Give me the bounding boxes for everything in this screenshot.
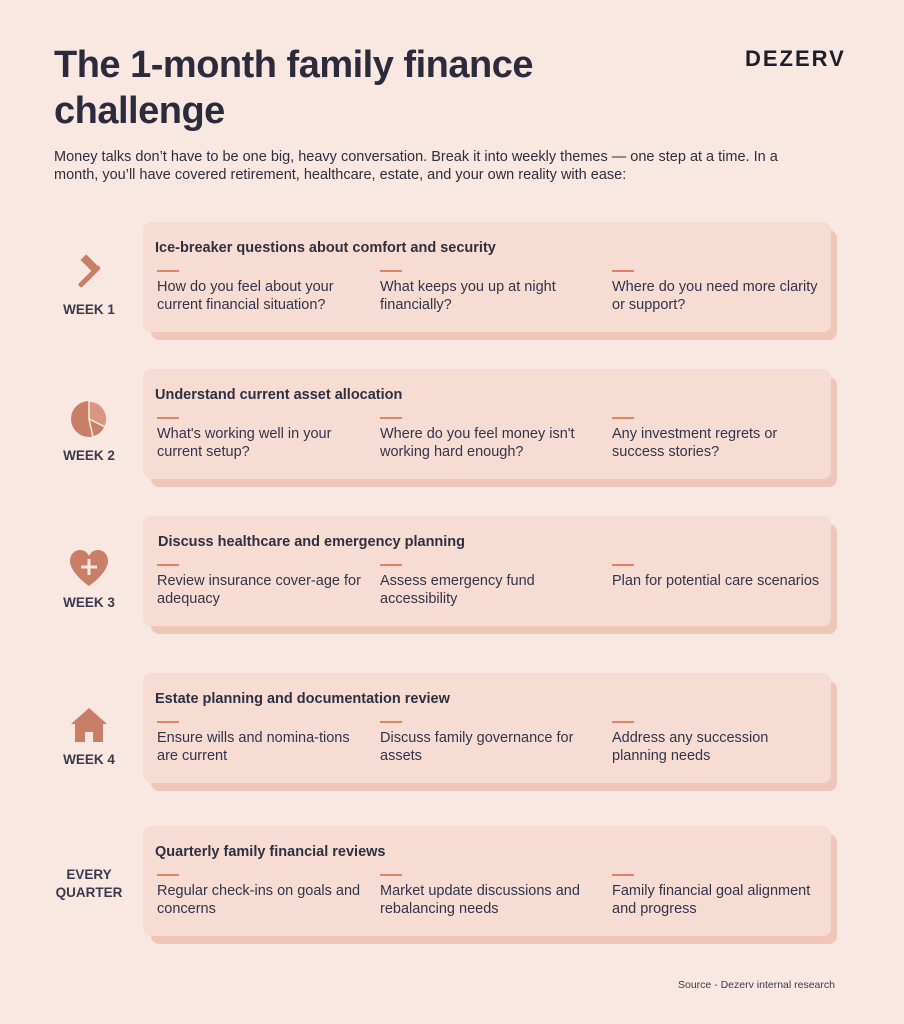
accent-dash — [157, 417, 179, 419]
question-item — [380, 721, 590, 765]
question-item — [380, 564, 590, 608]
week-card — [143, 673, 831, 783]
dezerv-logo: DEZERV — [745, 46, 846, 71]
card-title: Quarterly family financial reviews — [155, 844, 386, 860]
quarter-row — [0, 826, 904, 956]
accent-dash — [380, 874, 402, 876]
week-label: WEEK 2 — [63, 448, 115, 463]
week-row-1 — [0, 222, 904, 352]
card-title: Ice-breaker questions about comfort and security — [155, 240, 496, 256]
pie-chart-icon — [66, 396, 112, 442]
question-text: Where do you need more clarity or support? — [612, 279, 818, 313]
question-item — [612, 564, 822, 590]
accent-dash — [380, 721, 402, 723]
accent-dash — [380, 564, 402, 566]
accent-dash — [380, 417, 402, 419]
accent-dash — [157, 270, 179, 272]
accent-dash — [157, 721, 179, 723]
source-note: Source - Dezerv internal research — [678, 979, 835, 991]
accent-dash — [380, 270, 402, 272]
week-label: WEEK 4 — [63, 752, 115, 767]
question-item — [612, 721, 822, 765]
card-title: Understand current asset allocation — [155, 387, 403, 403]
accent-dash — [612, 564, 634, 566]
question-text: Where do you feel money isn't working hard enough? — [380, 426, 575, 460]
accent-dash — [157, 564, 179, 566]
question-item — [157, 270, 367, 314]
accent-dash — [157, 874, 179, 876]
week-card — [143, 222, 831, 332]
question-item — [380, 874, 590, 918]
accent-dash — [612, 417, 634, 419]
question-item — [612, 417, 822, 461]
question-text: Ensure wills and nomina-tions are current — [157, 730, 350, 764]
week-label: EVERY QUARTER — [55, 867, 123, 900]
question-item — [380, 417, 590, 461]
question-text: Any investment regrets or success stories? — [612, 426, 778, 460]
house-icon — [66, 702, 112, 748]
question-item — [612, 270, 822, 314]
week-card — [143, 369, 831, 479]
page-title: The 1-month family finance challenge — [54, 44, 533, 132]
quarter-card — [143, 826, 831, 936]
intro-text: Money talks don’t have to be one big, heavy conversation. Break it into weekly themes — one step at a time. In a month, you’ll have covered retirement, healthcare, estate, and your own reality with ease: — [54, 149, 778, 183]
question-text: What's working well in your current setup? — [157, 426, 332, 460]
card-title: Discuss healthcare and emergency planning — [158, 534, 466, 550]
question-text: Assess emergency fund accessibility — [380, 573, 535, 607]
hammer-icon — [66, 247, 112, 293]
week-row-4 — [0, 673, 904, 803]
question-item — [157, 721, 367, 765]
question-item — [157, 417, 367, 461]
accent-dash — [612, 874, 634, 876]
question-text: Market update discussions and rebalancing needs — [380, 883, 580, 917]
question-text: Family financial goal alignment and progress — [612, 883, 811, 917]
question-item — [380, 270, 590, 314]
question-text: Plan for potential care scenarios — [612, 573, 820, 589]
week-row-3 — [0, 516, 904, 646]
question-text: What keeps you up at night financially? — [380, 279, 556, 313]
question-text: How do you feel about your current financial situation? — [157, 279, 334, 313]
accent-dash — [612, 721, 634, 723]
week-label: WEEK 3 — [63, 595, 115, 610]
question-text: Discuss family governance for assets — [380, 730, 574, 764]
question-text: Regular check-ins on goals and concerns — [157, 883, 361, 917]
heart-plus-icon — [66, 545, 112, 591]
question-item — [612, 874, 822, 918]
question-item — [157, 874, 367, 918]
card-title: Estate planning and documentation review — [155, 691, 450, 707]
question-item — [157, 564, 367, 608]
question-text: Address any succession planning needs — [612, 730, 769, 764]
week-row-2 — [0, 369, 904, 499]
question-text: Review insurance cover-age for adequacy — [157, 573, 361, 607]
week-label: WEEK 1 — [63, 302, 115, 317]
accent-dash — [612, 270, 634, 272]
week-card — [143, 516, 831, 626]
